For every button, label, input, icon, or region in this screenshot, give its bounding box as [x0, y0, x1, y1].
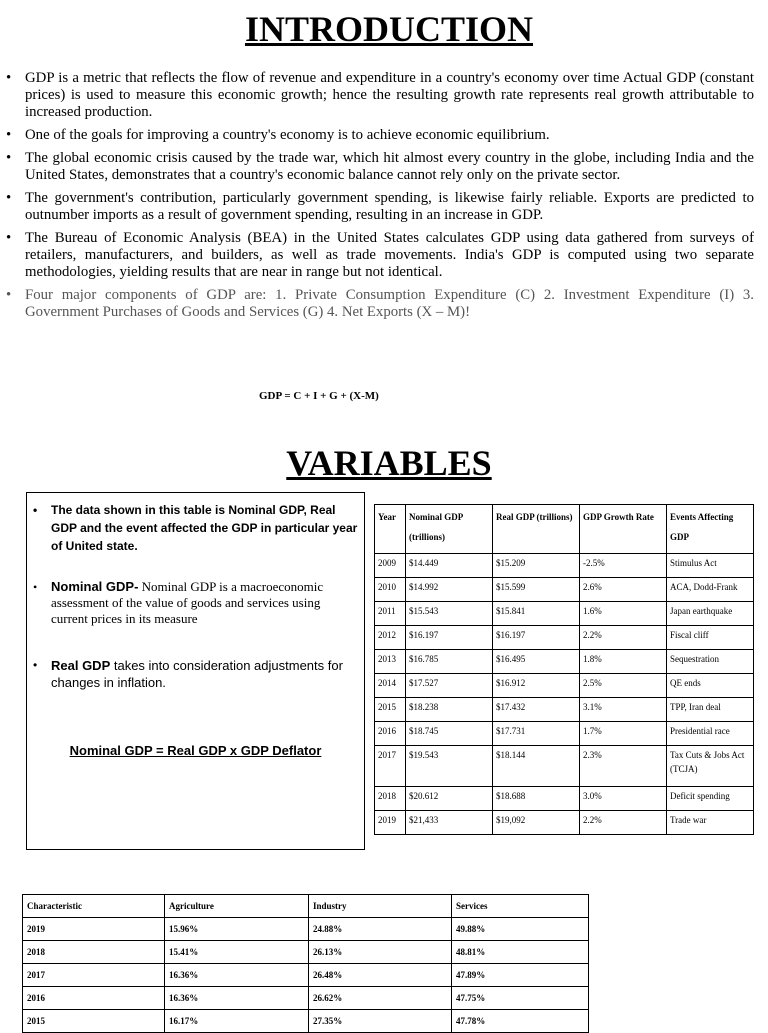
table-header-cell: Agriculture — [165, 895, 309, 918]
table-cell: 3.1% — [580, 698, 667, 722]
table-cell: $21,433 — [406, 811, 493, 835]
table-cell: 2016 — [23, 987, 165, 1010]
bullet-icon: • — [33, 580, 38, 594]
table-row — [23, 964, 589, 987]
table-row — [23, 918, 589, 941]
table-cell: 2.2% — [580, 811, 667, 835]
table-cell: -2.5% — [580, 554, 667, 578]
table-cell: 48.81% — [452, 941, 589, 964]
table-header-cell: GDP Growth Rate — [580, 505, 667, 554]
table-cell: 2017 — [375, 746, 406, 787]
table-cell: 2.2% — [580, 626, 667, 650]
table-header-cell: Services — [452, 895, 589, 918]
table-cell: 47.89% — [452, 964, 589, 987]
table-header-cell: Real GDP (trillions) — [493, 505, 580, 554]
table-cell: $14.449 — [406, 554, 493, 578]
table-cell: 16.17% — [165, 1010, 309, 1033]
table-cell: $18.144 — [493, 746, 580, 787]
table-cell: $14.992 — [406, 578, 493, 602]
table-row — [375, 650, 754, 674]
nominal-gdp-formula: Nominal GDP = Real GDP x GDP Deflator — [69, 743, 322, 758]
table-cell: 15.96% — [165, 918, 309, 941]
table-cell: 1.8% — [580, 650, 667, 674]
table-cell: QE ends — [667, 674, 754, 698]
table-cell: $20.612 — [406, 787, 493, 811]
real-gdp-term: Real GDP — [51, 658, 111, 673]
table-header-row — [23, 895, 589, 918]
table-cell: Deficit spending — [667, 787, 754, 811]
table-cell: 2015 — [23, 1010, 165, 1033]
table-cell: 2010 — [375, 578, 406, 602]
nominal-gdp-definition: Nominal GDP is a macroeconomic assessment of the value of goods and services using current prices in its measure — [51, 579, 324, 626]
table-cell: Tax Cuts & Jobs Act (TCJA) — [667, 746, 754, 787]
variables-bullet-text: The data shown in this table is Nominal GDP, Real GDP and the event affected the GDP in particular year of United state. — [51, 503, 358, 553]
table-header-cell: Events Affecting GDP — [667, 505, 754, 554]
table-cell: 47.78% — [452, 1010, 589, 1033]
table-row — [23, 987, 589, 1010]
table-row — [375, 811, 754, 835]
intro-bullet: • The Bureau of Economic Analysis (BEA) in the United States calculates GDP using data gathered from surveys of retailers, manufacturers, and builders, as well as trade movements. India's GDP is computed using two separate methodologies, yielding results that are near in range but not identical. — [6, 230, 754, 281]
table-cell: Stimulus Act — [667, 554, 754, 578]
table-row — [375, 746, 754, 787]
table-cell: $18.238 — [406, 698, 493, 722]
table-cell: $17.432 — [493, 698, 580, 722]
table-cell: 2011 — [375, 602, 406, 626]
table-cell: 26.13% — [309, 941, 452, 964]
table-cell: 16.36% — [165, 987, 309, 1010]
variables-heading: VARIABLES — [286, 443, 492, 483]
intro-bullet: • One of the goals for improving a country's economy is to achieve economic equilibrium. — [6, 127, 754, 144]
gdp-formula: GDP = C + I + G + (X-M) — [259, 390, 379, 402]
variables-bullet-nominal-gdp — [33, 579, 359, 627]
table-cell: TPP, Iran deal — [667, 698, 754, 722]
table-cell: $18.745 — [406, 722, 493, 746]
table-cell: 2016 — [375, 722, 406, 746]
table-cell: 26.48% — [309, 964, 452, 987]
table-cell: Trade war — [667, 811, 754, 835]
variables-description-box — [26, 492, 365, 850]
intro-bullet: • The global economic crisis caused by the trade war, which hit almost every country in the globe, including India and the United States, demonstrates that a country's economic balance cannot rely only on the private sector. — [6, 150, 754, 184]
table-cell: $16.912 — [493, 674, 580, 698]
intro-bullet-components: • Four major components of GDP are: 1. Private Consumption Expenditure (C) 2. Investment Expenditure (I) 3. Government Purchases of Goods and Services (G) 4. Net Exports (X – M)! — [6, 287, 754, 321]
table-cell: 15.41% — [165, 941, 309, 964]
table-header-cell: Nominal GDP (trillions) — [406, 505, 493, 554]
table-cell: 3.0% — [580, 787, 667, 811]
table-cell: 26.62% — [309, 987, 452, 1010]
table-cell: 2019 — [375, 811, 406, 835]
table-cell: $19.543 — [406, 746, 493, 787]
table-cell: 2018 — [375, 787, 406, 811]
table-cell: Sequestration — [667, 650, 754, 674]
table-row — [375, 554, 754, 578]
table-cell: 2018 — [23, 941, 165, 964]
table-cell: $16.197 — [406, 626, 493, 650]
table-cell: 2015 — [375, 698, 406, 722]
intro-bullet: • The government's contribution, particularly government spending, is likewise fairly reliable. Exports are predicted to outnumber imports as a result of government spending, resulting in an increase in GDP. — [6, 190, 754, 224]
table-cell: ACA, Dodd-Frank — [667, 578, 754, 602]
table-cell: 27.35% — [309, 1010, 452, 1033]
nominal-gdp-term: Nominal GDP- — [51, 579, 139, 594]
table-cell: $15.841 — [493, 602, 580, 626]
table-cell: 2.5% — [580, 674, 667, 698]
table-header-cell: Industry — [309, 895, 452, 918]
table-header-cell: Characteristic — [23, 895, 165, 918]
table-cell: 24.88% — [309, 918, 452, 941]
table-header-row — [375, 505, 754, 554]
table-cell: 16.36% — [165, 964, 309, 987]
sector-share-table — [22, 894, 589, 1033]
table-cell: 47.75% — [452, 987, 589, 1010]
table-row — [23, 941, 589, 964]
table-cell: $17.731 — [493, 722, 580, 746]
table-cell: Fiscal cliff — [667, 626, 754, 650]
bullet-icon: • — [33, 503, 38, 517]
table-row — [375, 722, 754, 746]
intro-bullet: • GDP is a metric that reflects the flow of revenue and expenditure in a country's economy over time Actual GDP (constant prices) is used to measure this economic growth; hence the resulting growth rate represents real growth attributable to increased production. — [6, 70, 754, 121]
table-cell: $16.785 — [406, 650, 493, 674]
table-cell: 2.6% — [580, 578, 667, 602]
table-cell: 2013 — [375, 650, 406, 674]
table-cell: 1.6% — [580, 602, 667, 626]
table-cell: $16.197 — [493, 626, 580, 650]
variables-bullet-real-gdp — [33, 657, 359, 691]
table-cell: $17.527 — [406, 674, 493, 698]
variables-bullet-table-description — [33, 501, 359, 555]
table-row — [23, 1010, 589, 1033]
table-row — [375, 787, 754, 811]
table-cell: 49.88% — [452, 918, 589, 941]
table-cell: $15.599 — [493, 578, 580, 602]
table-cell: $16.495 — [493, 650, 580, 674]
table-cell: Presidential race — [667, 722, 754, 746]
introduction-bullet-list — [6, 70, 754, 327]
table-cell: 2.3% — [580, 746, 667, 787]
table-cell: 2017 — [23, 964, 165, 987]
table-cell: 2012 — [375, 626, 406, 650]
table-cell: $15.209 — [493, 554, 580, 578]
table-cell: 2009 — [375, 554, 406, 578]
table-cell: $18.688 — [493, 787, 580, 811]
table-cell: Japan earthquake — [667, 602, 754, 626]
introduction-heading: INTRODUCTION — [244, 9, 534, 49]
table-row — [375, 674, 754, 698]
real-gdp-definition: takes into consideration adjustments for changes in inflation. — [51, 658, 343, 690]
table-row — [375, 626, 754, 650]
table-cell: $15.543 — [406, 602, 493, 626]
us-gdp-table — [374, 504, 754, 835]
table-cell: 1.7% — [580, 722, 667, 746]
bullet-icon: • — [33, 658, 38, 672]
table-cell: 2019 — [23, 918, 165, 941]
table-row — [375, 578, 754, 602]
table-cell: 2014 — [375, 674, 406, 698]
table-row — [375, 602, 754, 626]
table-cell: $19,092 — [493, 811, 580, 835]
table-row — [375, 698, 754, 722]
table-header-cell: Year — [375, 505, 406, 554]
